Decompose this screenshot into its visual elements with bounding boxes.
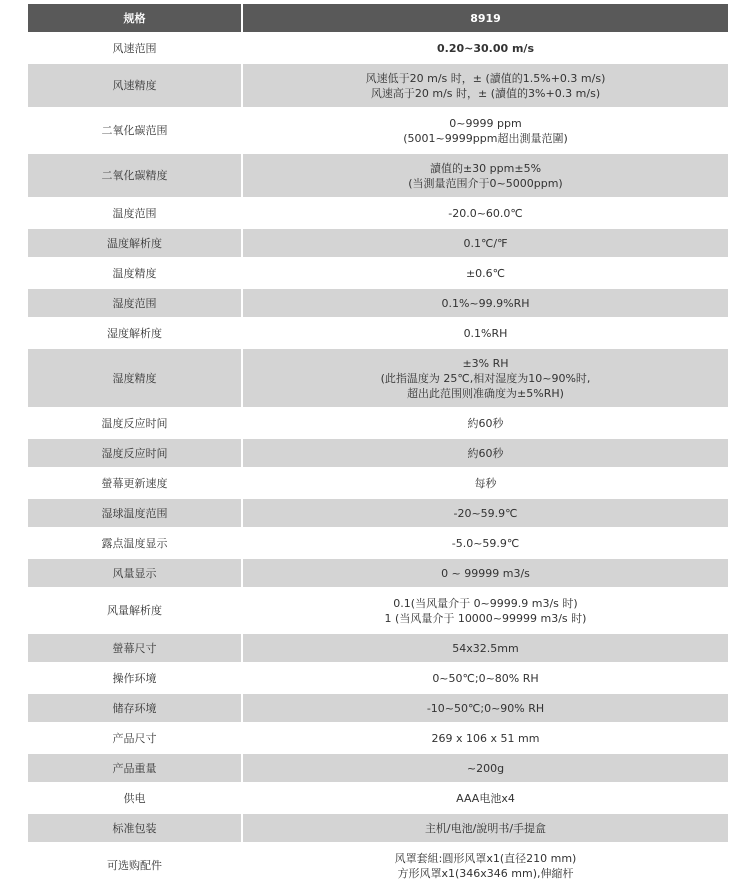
spec-value-line: 0.1℃/℉ [463,236,508,250]
table-row [28,783,728,813]
table-row [28,318,728,348]
spec-value [242,288,728,318]
spec-value-line: 风速低于20 m/s 时，± (讀值的1.5%+0.3 m/s) [365,71,606,85]
spec-value-line: -20.0~60.0℃ [448,206,523,220]
table-row [28,723,728,753]
table-row [28,198,728,228]
spec-label: 风速精度 [28,63,242,108]
spec-value [242,63,728,108]
spec-value-line: (当測量范围介于0~5000ppm) [408,176,563,190]
header-model: 8919 [242,4,728,33]
spec-value [242,753,728,783]
spec-label: 湿度精度 [28,348,242,408]
spec-value-line: 风速高于20 m/s 时，± (讀值的3%+0.3 m/s) [370,86,601,100]
spec-value-line: 269 x 106 x 51 mm [431,731,540,745]
spec-label: 螢幕尺寸 [28,633,242,663]
spec-value-line: 1 (当风量介于 10000~99999 m3/s 时) [384,611,587,625]
spec-value-line: 0~9999 ppm [449,116,522,130]
spec-label: 湿度范围 [28,288,242,318]
table-row [28,813,728,843]
spec-label: 温度范围 [28,198,242,228]
spec-value-line: 超出此范围则准确度为±5%RH) [407,386,564,400]
spec-label: 产品重量 [28,753,242,783]
spec-label: 螢幕更新速度 [28,468,242,498]
spec-value-line: 0 ~ 99999 m3/s [441,566,530,580]
table-row [28,843,728,887]
spec-value-line: 約60秒 [467,446,504,460]
spec-value [242,528,728,558]
spec-label: 湿度解析度 [28,318,242,348]
spec-value-line: ±0.6℃ [465,266,506,280]
spec-value [242,633,728,663]
spec-value [242,408,728,438]
table-row [28,63,728,108]
spec-value [242,33,728,63]
table-row [28,438,728,468]
spec-label: 操作环境 [28,663,242,693]
spec-label: 湿球温度范围 [28,498,242,528]
spec-label: 温度精度 [28,258,242,288]
table-row [28,288,728,318]
table-row [28,108,728,153]
spec-value-line: -10~50℃;0~90% RH [426,701,545,715]
spec-value-line: (此指温度为 25℃,相对湿度为10~90%时, [380,371,591,385]
spec-value [242,663,728,693]
spec-value-line: ±3% RH [462,356,509,370]
spec-value [242,693,728,723]
spec-label: 风速范围 [28,33,242,63]
spec-value-line: 0.1%~99.9%RH [441,296,530,310]
spec-value [242,843,728,887]
spec-value [242,783,728,813]
table-row [28,753,728,783]
spec-value [242,723,728,753]
spec-value-line: (5001~9999ppm超出測量范圍) [403,131,568,145]
spec-label: 可选购配件 [28,843,242,887]
spec-value-line: 約60秒 [467,416,504,430]
spec-value-line: 0.1(当风量介于 0~9999.9 m3/s 时) [393,596,578,610]
table-row [28,693,728,723]
spec-label: 储存环境 [28,693,242,723]
spec-value-line: 每秒 [474,476,497,490]
spec-value [242,813,728,843]
spec-label: 二氧化碳范围 [28,108,242,153]
table-row [28,633,728,663]
spec-value [242,438,728,468]
spec-label: 标准包装 [28,813,242,843]
spec-table-body [28,33,728,887]
spec-value-line: ~200g [466,761,505,775]
spec-value-line: AAA电池x4 [456,791,515,805]
spec-value [242,318,728,348]
spec-label: 产品尺寸 [28,723,242,753]
table-row [28,228,728,258]
table-row [28,468,728,498]
table-header-row [28,4,728,33]
table-row [28,528,728,558]
spec-value [242,498,728,528]
spec-value-line: 54x32.5mm [452,641,519,655]
spec-label: 露点温度显示 [28,528,242,558]
table-row [28,588,728,633]
spec-value-line: -20~59.9℃ [453,506,518,520]
table-row [28,663,728,693]
spec-label: 风量解析度 [28,588,242,633]
spec-value-line: 0.20~30.00 m/s [436,41,534,55]
table-row [28,258,728,288]
spec-value [242,588,728,633]
spec-value-line: 方形风罩x1(346x346 mm),伸縮杆 [397,866,574,880]
spec-label: 湿度反应时间 [28,438,242,468]
spec-value-line: 主机/电池/說明书/手提盒 [424,821,547,835]
spec-value [242,348,728,408]
spec-value-line: 0~50℃;0~80% RH [432,671,539,685]
spec-label: 供电 [28,783,242,813]
spec-value [242,198,728,228]
spec-value [242,258,728,288]
spec-value-line: -5.0~59.9℃ [451,536,520,550]
spec-label: 风量显示 [28,558,242,588]
table-row [28,153,728,198]
spec-value-line: 0.1%RH [463,326,508,340]
spec-value [242,108,728,153]
spec-value-line: 风罩套組:圓形风罩x1(直径210 mm) [394,851,577,865]
spec-label: 温度反应时间 [28,408,242,438]
table-row [28,348,728,408]
table-row [28,558,728,588]
spec-value-line: 讀值的±30 ppm±5% [429,161,542,175]
spec-value [242,558,728,588]
table-row [28,33,728,63]
spec-label: 温度解析度 [28,228,242,258]
spec-value [242,228,728,258]
spec-label: 二氧化碳精度 [28,153,242,198]
table-row [28,498,728,528]
spec-table [28,4,728,887]
table-row [28,408,728,438]
header-spec: 规格 [28,4,242,33]
spec-value [242,153,728,198]
spec-value [242,468,728,498]
